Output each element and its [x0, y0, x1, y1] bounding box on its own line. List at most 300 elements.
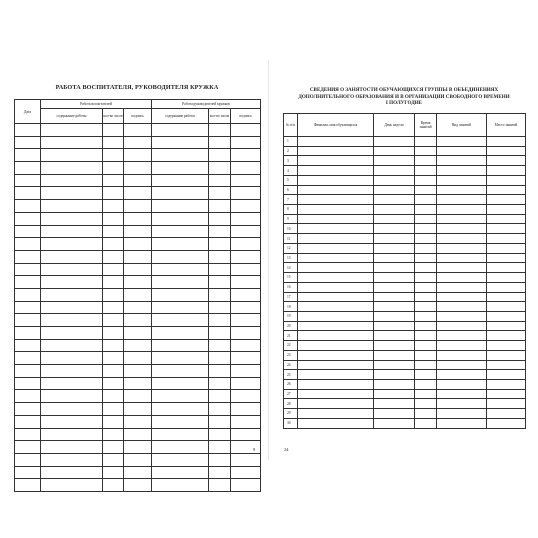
header-teacher-work: Работа воспитателей — [41, 100, 152, 109]
header-number: № п/п — [284, 114, 298, 137]
table-cell — [41, 250, 103, 263]
table-cell — [124, 263, 152, 276]
table-cell — [298, 263, 374, 273]
table-cell — [15, 212, 41, 225]
table-cell — [437, 311, 487, 321]
table-cell — [209, 187, 231, 200]
table-cell — [103, 124, 124, 137]
table-row — [284, 331, 526, 341]
row-number: 8 — [284, 205, 298, 215]
table-cell — [152, 352, 209, 365]
table-cell — [152, 149, 209, 162]
table-cell — [374, 195, 415, 205]
table-cell — [415, 137, 437, 147]
table-row — [15, 238, 261, 251]
table-cell — [152, 174, 209, 187]
table-cell — [209, 200, 231, 213]
table-row — [284, 146, 526, 156]
table-cell — [374, 409, 415, 419]
header-content: содержание работы — [152, 109, 209, 124]
table-cell — [437, 282, 487, 292]
row-number: 28 — [284, 399, 298, 409]
table-cell — [152, 403, 209, 416]
table-cell — [374, 185, 415, 195]
table-cell — [15, 327, 41, 340]
header-hours: кол-во часов — [103, 109, 124, 124]
table-cell — [41, 377, 103, 390]
table-cell — [415, 399, 437, 409]
table-cell — [415, 379, 437, 389]
table-cell — [415, 243, 437, 253]
table-cell — [437, 341, 487, 351]
table-cell — [415, 175, 437, 185]
table-cell — [124, 403, 152, 416]
table-cell — [209, 390, 231, 403]
table-cell — [415, 156, 437, 166]
table-cell — [209, 352, 231, 365]
table-cell — [41, 288, 103, 301]
table-cell — [415, 350, 437, 360]
table-cell — [298, 302, 374, 312]
row-number: 26 — [284, 379, 298, 389]
table-cell — [415, 370, 437, 380]
table-cell — [41, 301, 103, 314]
title-line: СВЕДЕНИЯ О ЗАНЯТОСТИ ОБУЧАЮЩИХСЯ ГРУППЫ В ОБЪЕДИНЕНИЯХ — [309, 87, 499, 93]
table-cell — [41, 428, 103, 441]
table-cell — [231, 453, 261, 466]
header-place: Место занятий — [487, 114, 526, 137]
student-activity-table — [283, 113, 526, 429]
table-cell — [15, 174, 41, 187]
row-number: 30 — [284, 418, 298, 428]
table-cell — [487, 321, 526, 331]
table-cell — [231, 441, 261, 454]
table-cell — [231, 124, 261, 137]
table-cell — [124, 288, 152, 301]
row-number: 4 — [284, 166, 298, 176]
table-cell — [124, 441, 152, 454]
table-cell — [231, 187, 261, 200]
table-cell — [231, 162, 261, 175]
table-cell — [415, 263, 437, 273]
table-cell — [103, 212, 124, 225]
table-cell — [152, 314, 209, 327]
table-cell — [437, 302, 487, 312]
table-cell — [41, 149, 103, 162]
table-cell — [103, 250, 124, 263]
table-cell — [298, 409, 374, 419]
table-cell — [152, 136, 209, 149]
table-cell — [231, 263, 261, 276]
table-row — [284, 350, 526, 360]
table-cell — [298, 234, 374, 244]
table-cell — [41, 441, 103, 454]
table-cell — [437, 273, 487, 283]
table-cell — [103, 415, 124, 428]
table-cell — [487, 243, 526, 253]
table-cell — [41, 352, 103, 365]
table-cell — [152, 162, 209, 175]
table-row — [15, 162, 261, 175]
header-activity-kind: Вид занятий — [437, 114, 487, 137]
table-cell — [437, 137, 487, 147]
table-cell — [487, 224, 526, 234]
table-cell — [298, 282, 374, 292]
table-cell — [298, 185, 374, 195]
table-cell — [103, 403, 124, 416]
table-cell — [437, 205, 487, 215]
table-cell — [15, 225, 41, 238]
row-number: 23 — [284, 350, 298, 360]
table-cell — [209, 301, 231, 314]
row-number: 12 — [284, 243, 298, 253]
table-row — [284, 292, 526, 302]
table-cell — [41, 390, 103, 403]
table-cell — [15, 479, 41, 492]
table-cell — [231, 276, 261, 289]
table-cell — [209, 162, 231, 175]
table-cell — [124, 276, 152, 289]
table-cell — [124, 314, 152, 327]
table-cell — [41, 174, 103, 187]
table-cell — [374, 331, 415, 341]
table-cell — [298, 224, 374, 234]
table-cell — [152, 377, 209, 390]
row-number: 9 — [284, 214, 298, 224]
table-cell — [41, 212, 103, 225]
table-row — [15, 174, 261, 187]
table-cell — [15, 238, 41, 251]
table-cell — [41, 403, 103, 416]
table-cell — [124, 377, 152, 390]
table-row — [15, 212, 261, 225]
table-cell — [415, 282, 437, 292]
table-cell — [231, 365, 261, 378]
table-cell — [374, 175, 415, 185]
table-cell — [487, 205, 526, 215]
table-cell — [437, 331, 487, 341]
table-cell — [41, 276, 103, 289]
table-cell — [152, 441, 209, 454]
table-row — [284, 234, 526, 244]
table-cell — [103, 327, 124, 340]
table-cell — [298, 214, 374, 224]
table-cell — [487, 146, 526, 156]
header-date: Дата — [15, 100, 41, 124]
table-cell — [15, 136, 41, 149]
table-cell — [298, 331, 374, 341]
header-signature: подпись — [124, 109, 152, 124]
table-cell — [374, 350, 415, 360]
row-number: 20 — [284, 321, 298, 331]
table-row — [15, 479, 261, 492]
table-row — [284, 156, 526, 166]
table-cell — [298, 175, 374, 185]
table-cell — [487, 399, 526, 409]
table-cell — [15, 415, 41, 428]
table-row — [284, 253, 526, 263]
row-number: 10 — [284, 224, 298, 234]
table-cell — [298, 379, 374, 389]
table-cell — [41, 225, 103, 238]
table-cell — [231, 301, 261, 314]
table-cell — [209, 415, 231, 428]
table-cell — [487, 311, 526, 321]
table-cell — [41, 162, 103, 175]
table-cell — [41, 124, 103, 137]
table-cell — [487, 175, 526, 185]
table-row — [284, 379, 526, 389]
table-cell — [152, 479, 209, 492]
row-number: 3 — [284, 156, 298, 166]
table-cell — [103, 225, 124, 238]
table-cell — [487, 370, 526, 380]
table-cell — [41, 453, 103, 466]
title-line: I ПОЛУГОДИЕ — [385, 100, 423, 107]
table-row — [15, 441, 261, 454]
table-row — [15, 466, 261, 479]
table-cell — [374, 292, 415, 302]
table-cell — [209, 403, 231, 416]
table-cell — [415, 331, 437, 341]
table-cell — [437, 370, 487, 380]
table-cell — [298, 166, 374, 176]
table-cell — [15, 352, 41, 365]
table-cell — [41, 187, 103, 200]
table-cell — [103, 288, 124, 301]
table-row — [284, 137, 526, 147]
table-cell — [209, 428, 231, 441]
table-cell — [298, 399, 374, 409]
table-cell — [487, 166, 526, 176]
table-cell — [209, 250, 231, 263]
table-cell — [209, 479, 231, 492]
table-cell — [15, 314, 41, 327]
table-cell — [209, 136, 231, 149]
row-number: 29 — [284, 409, 298, 419]
row-number: 5 — [284, 175, 298, 185]
table-cell — [231, 136, 261, 149]
table-cell — [374, 418, 415, 428]
table-row — [15, 390, 261, 403]
table-cell — [103, 390, 124, 403]
table-cell — [437, 166, 487, 176]
table-cell — [487, 282, 526, 292]
table-cell — [41, 365, 103, 378]
table-cell — [41, 238, 103, 251]
table-cell — [209, 327, 231, 340]
table-row — [284, 409, 526, 419]
table-cell — [103, 301, 124, 314]
table-cell — [437, 195, 487, 205]
header-content: содержание работы — [41, 109, 103, 124]
table-cell — [487, 379, 526, 389]
table-cell — [209, 339, 231, 352]
table-cell — [103, 174, 124, 187]
table-cell — [152, 124, 209, 137]
table-cell — [124, 136, 152, 149]
table-cell — [124, 174, 152, 187]
table-cell — [415, 418, 437, 428]
table-cell — [374, 263, 415, 273]
table-cell — [41, 466, 103, 479]
table-cell — [152, 288, 209, 301]
table-row — [15, 352, 261, 365]
table-cell — [231, 149, 261, 162]
table-cell — [41, 327, 103, 340]
table-row — [284, 224, 526, 234]
table-cell — [437, 253, 487, 263]
table-cell — [374, 282, 415, 292]
table-cell — [298, 341, 374, 351]
table-cell — [124, 352, 152, 365]
table-cell — [415, 302, 437, 312]
table-row — [15, 314, 261, 327]
table-cell — [374, 321, 415, 331]
table-cell — [437, 379, 487, 389]
table-cell — [124, 390, 152, 403]
table-cell — [374, 166, 415, 176]
table-cell — [374, 379, 415, 389]
table-cell — [103, 200, 124, 213]
title-line: ДОПОЛНИТЕЛЬНОГО ОБРАЗОВАНИЯ И В ОРГАНИЗАЦИИ СВОБОДНОГО ВРЕМЕНИ — [298, 93, 510, 100]
table-cell — [152, 365, 209, 378]
table-cell — [374, 311, 415, 321]
table-cell — [15, 187, 41, 200]
table-cell — [152, 250, 209, 263]
table-cell — [15, 466, 41, 479]
table-cell — [124, 466, 152, 479]
table-cell — [298, 156, 374, 166]
table-row — [15, 276, 261, 289]
table-cell — [487, 360, 526, 370]
table-cell — [437, 389, 487, 399]
table-row — [15, 136, 261, 149]
table-cell — [231, 339, 261, 352]
table-cell — [415, 185, 437, 195]
left-page-title: РАБОТА ВОСПИТАТЕЛЯ, РУКОВОДИТЕЛЯ КРУЖКА — [55, 84, 219, 91]
table-cell — [298, 389, 374, 399]
table-cell — [374, 389, 415, 399]
table-row — [15, 124, 261, 137]
table-cell — [374, 399, 415, 409]
table-row — [15, 453, 261, 466]
table-cell — [415, 195, 437, 205]
table-cell — [487, 350, 526, 360]
table-cell — [15, 441, 41, 454]
table-cell — [298, 370, 374, 380]
table-cell — [487, 341, 526, 351]
table-cell — [124, 212, 152, 225]
table-row — [284, 205, 526, 215]
table-row — [284, 360, 526, 370]
table-cell — [103, 263, 124, 276]
table-row — [284, 243, 526, 253]
table-cell — [124, 415, 152, 428]
table-cell — [231, 314, 261, 327]
table-cell — [209, 212, 231, 225]
table-cell — [103, 441, 124, 454]
table-cell — [152, 415, 209, 428]
row-number: 13 — [284, 253, 298, 263]
table-cell — [487, 253, 526, 263]
table-cell — [415, 292, 437, 302]
table-cell — [231, 250, 261, 263]
table-cell — [41, 263, 103, 276]
table-cell — [231, 200, 261, 213]
table-cell — [487, 137, 526, 147]
table-cell — [209, 441, 231, 454]
right-page — [269, 0, 538, 538]
row-number: 19 — [284, 311, 298, 321]
table-cell — [298, 350, 374, 360]
table-cell — [231, 428, 261, 441]
table-cell — [209, 276, 231, 289]
table-cell — [152, 428, 209, 441]
table-row — [15, 365, 261, 378]
table-cell — [437, 224, 487, 234]
table-cell — [487, 234, 526, 244]
table-cell — [415, 205, 437, 215]
table-cell — [415, 341, 437, 351]
table-cell — [487, 195, 526, 205]
row-number: 2 — [284, 146, 298, 156]
table-cell — [15, 263, 41, 276]
table-cell — [209, 263, 231, 276]
table-cell — [103, 479, 124, 492]
table-cell — [415, 321, 437, 331]
table-cell — [124, 238, 152, 251]
table-cell — [374, 205, 415, 215]
table-cell — [15, 428, 41, 441]
table-cell — [437, 409, 487, 419]
table-cell — [152, 200, 209, 213]
table-row — [15, 403, 261, 416]
table-cell — [103, 352, 124, 365]
table-cell — [231, 288, 261, 301]
table-cell — [415, 224, 437, 234]
table-cell — [209, 149, 231, 162]
row-number: 21 — [284, 331, 298, 341]
table-cell — [103, 377, 124, 390]
table-row — [15, 263, 261, 276]
page-number: 9 — [253, 447, 256, 452]
table-cell — [231, 466, 261, 479]
table-row — [284, 195, 526, 205]
table-cell — [124, 225, 152, 238]
table-cell — [41, 314, 103, 327]
table-cell — [231, 377, 261, 390]
table-cell — [298, 360, 374, 370]
table-cell — [231, 174, 261, 187]
table-cell — [437, 243, 487, 253]
table-cell — [152, 225, 209, 238]
table-cell — [298, 205, 374, 215]
table-row — [284, 302, 526, 312]
row-number: 24 — [284, 360, 298, 370]
table-cell — [209, 174, 231, 187]
table-cell — [209, 365, 231, 378]
table-cell — [124, 479, 152, 492]
table-cell — [103, 162, 124, 175]
table-row — [15, 288, 261, 301]
table-cell — [437, 214, 487, 224]
table-row — [284, 282, 526, 292]
table-cell — [15, 250, 41, 263]
table-cell — [103, 453, 124, 466]
table-cell — [298, 195, 374, 205]
table-cell — [415, 166, 437, 176]
